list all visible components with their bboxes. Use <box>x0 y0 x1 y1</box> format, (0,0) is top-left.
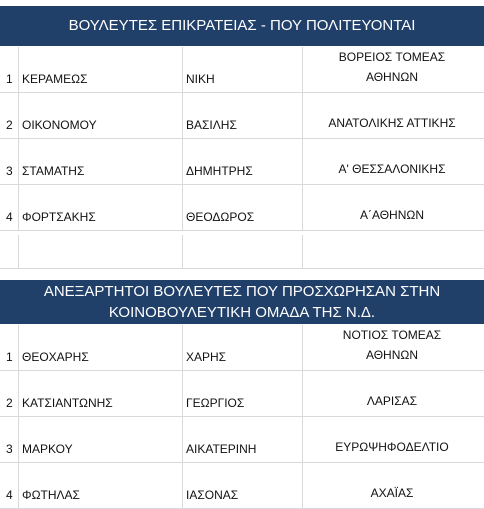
row-number: 3 <box>6 164 13 178</box>
district-cell <box>306 483 478 503</box>
row-number: 4 <box>6 488 13 502</box>
district-cell <box>306 437 478 457</box>
surname-cell: ΦΟΡΤΣΑΚΗΣ <box>22 210 96 224</box>
district-line1: ΕΥΡΩΨΗΦΟΔΕΛΤΙΟ <box>335 440 449 454</box>
table-row[interactable] <box>0 371 484 417</box>
district-cell <box>306 391 478 411</box>
district-cell <box>306 205 478 225</box>
table-row[interactable] <box>0 47 484 93</box>
section1-title: ΒΟΥΛΕΥΤΕΣ ΕΠΙΚΡΑΤΕΙΑΣ - ΠΟΥ ΠΟΛΙΤΕΥΟΝΤΑΙ <box>0 6 484 46</box>
empty-row[interactable] <box>0 235 484 269</box>
surname-cell: ΚΕΡΑΜΕΩΣ <box>22 72 88 86</box>
firstname-cell: ΙΑΣΟΝΑΣ <box>186 488 239 502</box>
firstname-cell: ΝΙΚΗ <box>186 72 215 86</box>
district-cell <box>306 325 478 365</box>
firstname-cell: ΔΗΜΗΤΡΗΣ <box>186 164 253 178</box>
row-number: 1 <box>6 350 13 364</box>
section2-title-line2: ΚΟΙΝΟΒΟΥΛΕΥΤΙΚΗ ΟΜΑΔΑ ΤΗΣ Ν.Δ. <box>108 304 376 321</box>
district-cell <box>306 113 478 133</box>
surname-cell: ΚΑΤΣΙΑΝΤΩΝΗΣ <box>22 396 113 410</box>
surname-cell: ΟΙΚΟΝΟΜΟΥ <box>22 118 97 132</box>
row-number: 1 <box>6 72 13 86</box>
row-number: 2 <box>6 118 13 132</box>
district-line1: ΑΧΑΪΑΣ <box>370 486 414 500</box>
district-cell <box>306 47 478 87</box>
table-row[interactable] <box>0 463 484 509</box>
row-number: 2 <box>6 396 13 410</box>
table-row[interactable] <box>0 325 484 371</box>
surname-cell: ΜΑΡΚΟΥ <box>22 442 73 456</box>
district-line1: ΛΑΡΙΣΑΣ <box>366 394 418 408</box>
surname-cell: ΣΤΑΜΑΤΗΣ <box>22 164 85 178</box>
row-number: 3 <box>6 442 13 456</box>
district-line1: Α΄ΑΘΗΝΩΝ <box>359 208 425 222</box>
row-number: 4 <box>6 210 13 224</box>
firstname-cell: ΒΑΣΙΛΗΣ <box>186 118 237 132</box>
district-line1: ΒΟΡΕΙΟΣ ΤΟΜΕΑΣ <box>338 50 446 64</box>
firstname-cell: ΧΑΡΗΣ <box>186 350 227 364</box>
table-row[interactable] <box>0 417 484 463</box>
district-line1: Α' ΘΕΣΣΑΛΟΝΙΚΗΣ <box>338 162 446 176</box>
firstname-cell: ΓΕΩΡΓΙΟΣ <box>186 396 245 410</box>
section2-title <box>0 280 484 324</box>
district-cell <box>306 159 478 179</box>
district-line1: ΑΝΑΤΟΛΙΚΗΣ ΑΤΤΙΚΗΣ <box>328 116 456 130</box>
district-line2: ΑΘΗΝΩΝ <box>365 348 419 362</box>
table-row[interactable] <box>0 139 484 185</box>
section2-title-line1: ΑΝΕΞΑΡΤΗΤΟΙ ΒΟΥΛΕΥΤΕΣ ΠΟΥ ΠΡΟΣΧΩΡΗΣΑΝ ΣΤΗΝ <box>43 283 441 300</box>
firstname-cell: ΘΕΟΔΩΡΟΣ <box>186 210 255 224</box>
table-row[interactable] <box>0 93 484 139</box>
table-row[interactable] <box>0 185 484 231</box>
firstname-cell: ΑΙΚΑΤΕΡΙΝΗ <box>186 442 257 456</box>
district-line2: ΑΘΗΝΩΝ <box>365 70 419 84</box>
surname-cell: ΘΕΟΧΑΡΗΣ <box>22 350 89 364</box>
district-line1: ΝΟΤΙΟΣ ΤΟΜΕΑΣ <box>342 328 442 342</box>
surname-cell: ΦΩΤΗΛΑΣ <box>22 488 80 502</box>
